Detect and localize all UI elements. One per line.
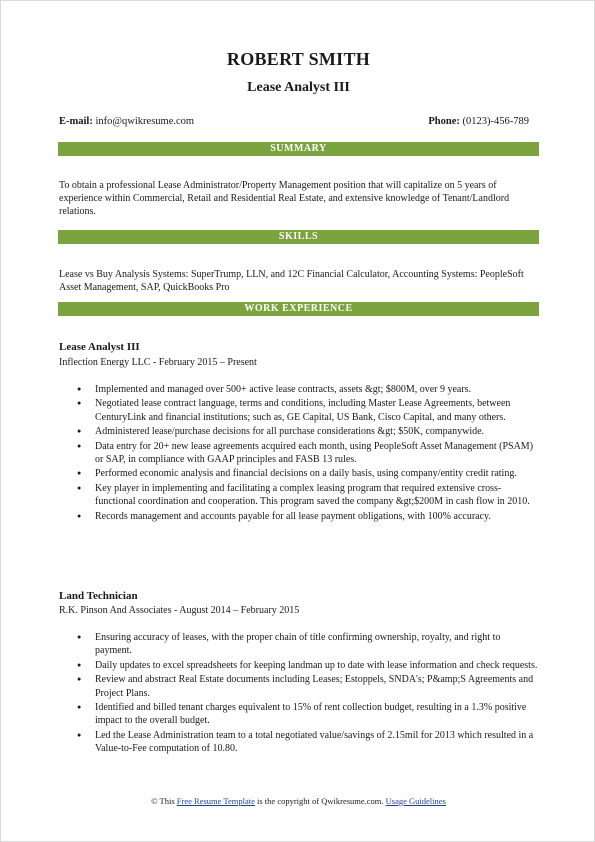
usage-guidelines-link[interactable]: Usage Guidelines xyxy=(385,796,446,806)
email-label: E-mail: xyxy=(59,116,93,127)
list-item: ● Led the Lease Administration team to a total negotiated value/savings of 2.15mil for 2013 which resulted in a Value-to-Fee computation of 10.80. xyxy=(77,729,539,756)
phone-value: (0123)-456-789 xyxy=(462,116,529,127)
email-line xyxy=(59,116,194,127)
footer-copyright xyxy=(1,796,595,806)
free-resume-template-link[interactable]: Free Resume Template xyxy=(176,796,255,806)
footer-middle: is the copyright of Qwikresume.com. xyxy=(254,796,386,806)
list-item: ● Review and abstract Real Estate documents including Leases; Estoppels, SNDA's; P&amp;S Agreements and Project Plans. xyxy=(77,673,539,700)
summary-text: To obtain a professional Lease Administrator/Property Management position that will capitalize on 5 years of experience within Commercial, Retail and Residential Real Estate, and extensive knowledge of Tenant/Landlord relations. xyxy=(59,180,510,217)
job-company-dates: Inflection Energy LLC - February 2015 – Present xyxy=(59,357,257,368)
experience-heading: WORK EXPERIENCE xyxy=(58,302,539,316)
list-item: ● Ensuring accuracy of leases, with the proper chain of title confirming ownership, royalty, and right to payment. xyxy=(77,631,539,658)
list-item: ● Negotiated lease contract language, terms and conditions, including Master Lease Agreements, between CenturyLink and financial institutions; such as, GE Capital, US Bank, Cisco Capital, and many others. xyxy=(77,397,539,424)
summary-heading: SUMMARY xyxy=(58,142,539,156)
job-bullet-list xyxy=(77,383,539,524)
list-item: ● Data entry for 20+ new lease agreements acquired each month, using PeopleSoft Asset Management (PSAM) or SAP, in compliance with GAAP principles and FASB 13 rules. xyxy=(77,440,539,467)
list-item: ● Daily updates to excel spreadsheets for keeping landman up to date with lease information and check requests. xyxy=(77,659,539,672)
job-bullet-list xyxy=(77,631,539,757)
candidate-title: Lease Analyst III xyxy=(247,80,350,95)
phone-label: Phone: xyxy=(428,116,460,127)
list-item: ● Records management and accounts payable for all lease payment obligations, with 100% accuracy. xyxy=(77,510,539,523)
list-item: ● Implemented and managed over 500+ active lease contracts, assets &gt; $800M, over 9 years. xyxy=(77,383,539,396)
job-title: Land Technician xyxy=(59,590,138,602)
phone-line xyxy=(428,116,529,127)
email-value[interactable]: info@qwikresume.com xyxy=(95,116,195,127)
job-title: Lease Analyst III xyxy=(59,341,140,353)
job-company-dates: R.K. Pinson And Associates - August 2014 – February 2015 xyxy=(59,605,300,616)
list-item: ● Performed economic analysis and financial decisions on a daily basis, using company/entity credit rating. xyxy=(77,467,539,480)
skills-heading: SKILLS xyxy=(58,230,539,244)
candidate-name: ROBERT SMITH xyxy=(226,49,371,69)
list-item: ● Identified and billed tenant charges equivalent to 15% of rent collection budget, resulting in a 1.3% positive impact to the overall budget. xyxy=(77,701,539,728)
footer-prefix: © This xyxy=(151,796,177,806)
skills-text: Lease vs Buy Analysis Systems: SuperTrump, LLN, and 12C Financial Calculator, Accounting Systems: PeopleSoft Asset Management, SAP, QuickBooks Pro xyxy=(59,269,524,293)
list-item: ● Administered lease/purchase decisions for all purchase considerations &gt; $50K, companywide. xyxy=(77,425,539,438)
list-item: ● Key player in implementing and facilitating a complex leasing program that required extensive cross-functional coordination and cooperation. This program saved the company &gt;$200M in cash flow in 2010. xyxy=(77,482,539,509)
